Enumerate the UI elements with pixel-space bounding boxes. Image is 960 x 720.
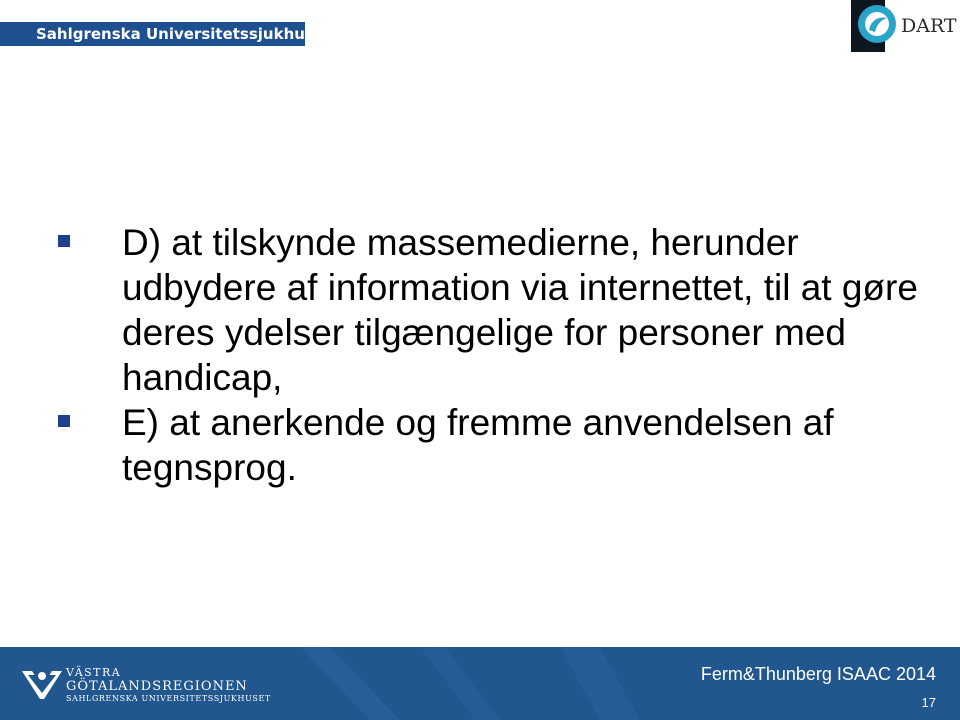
bullet-item xyxy=(58,220,928,400)
square-bullet-icon xyxy=(58,235,70,247)
logo-text: DART xyxy=(901,15,957,37)
page-number: 17 xyxy=(921,695,936,710)
header-title: Sahlgrenska Universitetssjukhuset xyxy=(36,25,332,43)
square-bullet-icon xyxy=(58,415,70,427)
footer-bar xyxy=(0,647,960,720)
header-bar xyxy=(0,22,332,46)
bullet-item xyxy=(58,400,928,490)
bullet-text: D) at tilskynde massemedierne, herunder udbydere af information via internettet, til at gøre deres ydelser tilgængelige for personer med handicap, xyxy=(122,222,918,398)
org-line1: VÄSTRA xyxy=(66,666,122,679)
org-line3: SAHLGRENSKA UNIVERSITETSSJUKHUSET xyxy=(66,694,271,703)
org-line2: GÖTALANDSREGIONEN xyxy=(66,679,248,694)
dart-logo xyxy=(851,0,960,52)
vgr-logo-icon xyxy=(22,667,62,701)
bullet-text: E) at anerkende og fremme anvendelsen af tegnsprog. xyxy=(122,402,834,488)
dart-logo-icon xyxy=(857,4,897,44)
vgr-logo-text xyxy=(66,667,271,704)
footer-credit: Ferm&Thunberg ISAAC 2014 xyxy=(700,664,936,684)
slide-content xyxy=(58,220,928,490)
